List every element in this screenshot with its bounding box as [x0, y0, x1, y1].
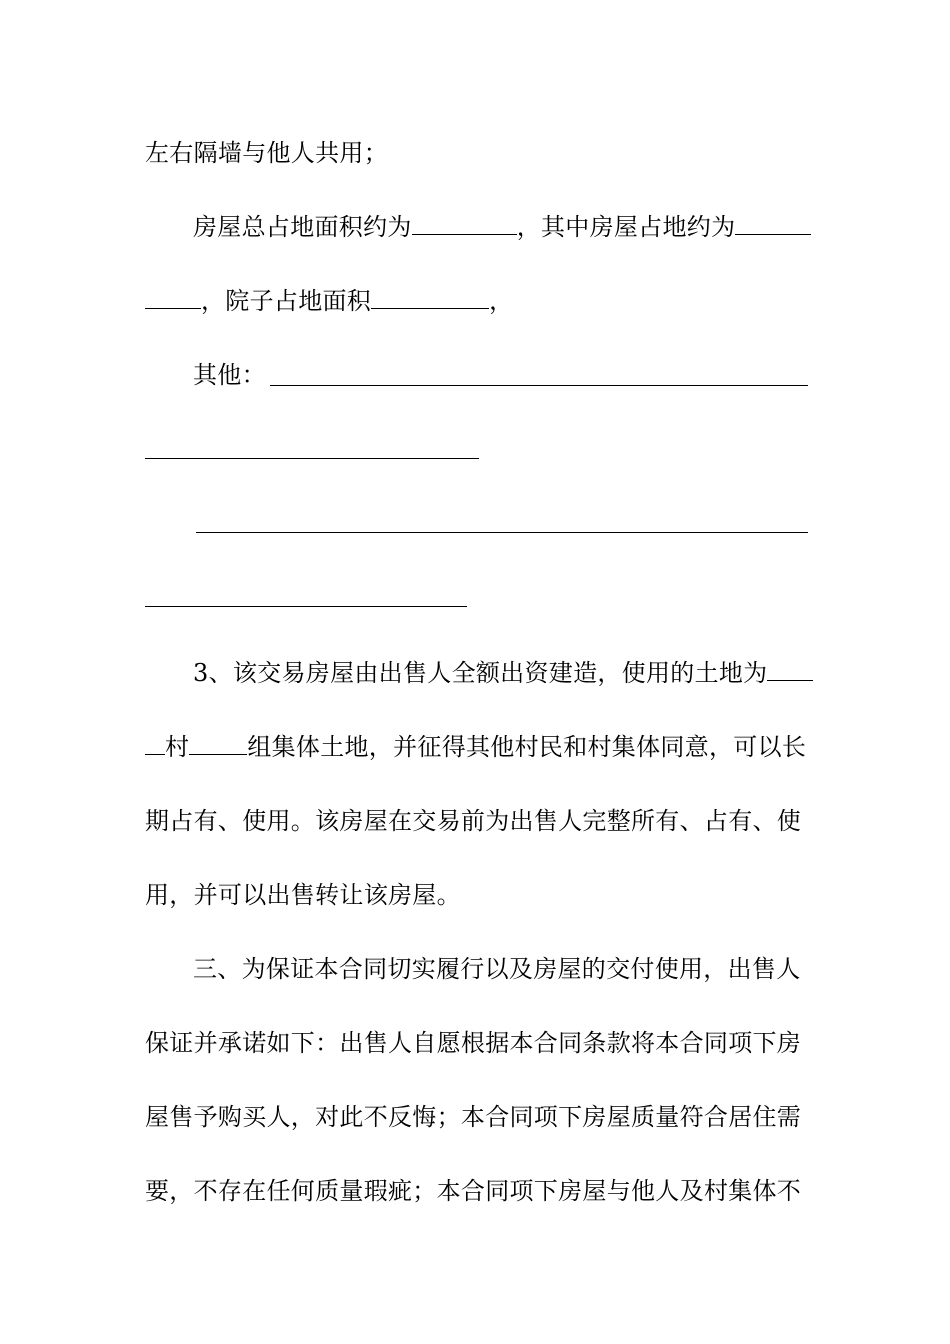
text: ， — [489, 287, 514, 315]
paragraph-line — [145, 880, 810, 910]
text: ，院子占地面积 — [201, 287, 372, 315]
paragraph-line — [145, 806, 810, 836]
paragraph-line — [145, 1176, 810, 1206]
fill-blank[interactable] — [735, 214, 811, 235]
paragraph-line — [193, 954, 810, 984]
fill-blank[interactable] — [196, 532, 808, 533]
fill-blank[interactable] — [145, 606, 467, 607]
paragraph-line — [145, 286, 810, 316]
text: ，其中房屋占地约为 — [516, 213, 736, 241]
text: 左右隔墙与他人共用； — [145, 139, 388, 167]
text: 要，不存在任何质量瑕疵；本合同项下房屋与他人及村集体不 — [145, 1177, 802, 1205]
text: 其他： — [193, 361, 266, 389]
fill-blank[interactable] — [371, 288, 489, 309]
paragraph-line — [145, 138, 810, 168]
fill-blank[interactable] — [767, 660, 813, 681]
paragraph-line — [145, 1102, 810, 1132]
text: 村 — [165, 733, 190, 761]
text: 三、为保证本合同切实履行以及房屋的交付使用，出售人 — [193, 955, 801, 983]
paragraph-line — [193, 658, 810, 688]
paragraph-line — [193, 212, 810, 242]
text: 组集体土地，并征得其他村民和村集体同意，可以长 — [247, 733, 807, 761]
fill-blank[interactable] — [412, 214, 517, 235]
paragraph-line — [145, 732, 810, 762]
text: 3、该交易房屋由出售人全额出资建造，使用的土地为 — [193, 659, 768, 687]
text: 用，并可以出售转让该房屋。 — [145, 881, 461, 909]
fill-blank[interactable] — [145, 458, 479, 459]
paragraph-line — [145, 1028, 810, 1058]
fill-blank[interactable] — [145, 734, 165, 755]
text: 房屋总占地面积约为 — [193, 213, 412, 241]
fill-blank[interactable] — [145, 288, 201, 309]
text: 屋售予购买人，对此不反悔；本合同项下房屋质量符合居住需 — [145, 1103, 802, 1131]
text: 期占有、使用。该房屋在交易前为出售人完整所有、占有、使 — [145, 807, 802, 835]
fill-blank[interactable] — [270, 385, 808, 386]
fill-blank[interactable] — [189, 734, 247, 755]
text: 保证并承诺如下：出售人自愿根据本合同条款将本合同项下房 — [145, 1029, 802, 1057]
